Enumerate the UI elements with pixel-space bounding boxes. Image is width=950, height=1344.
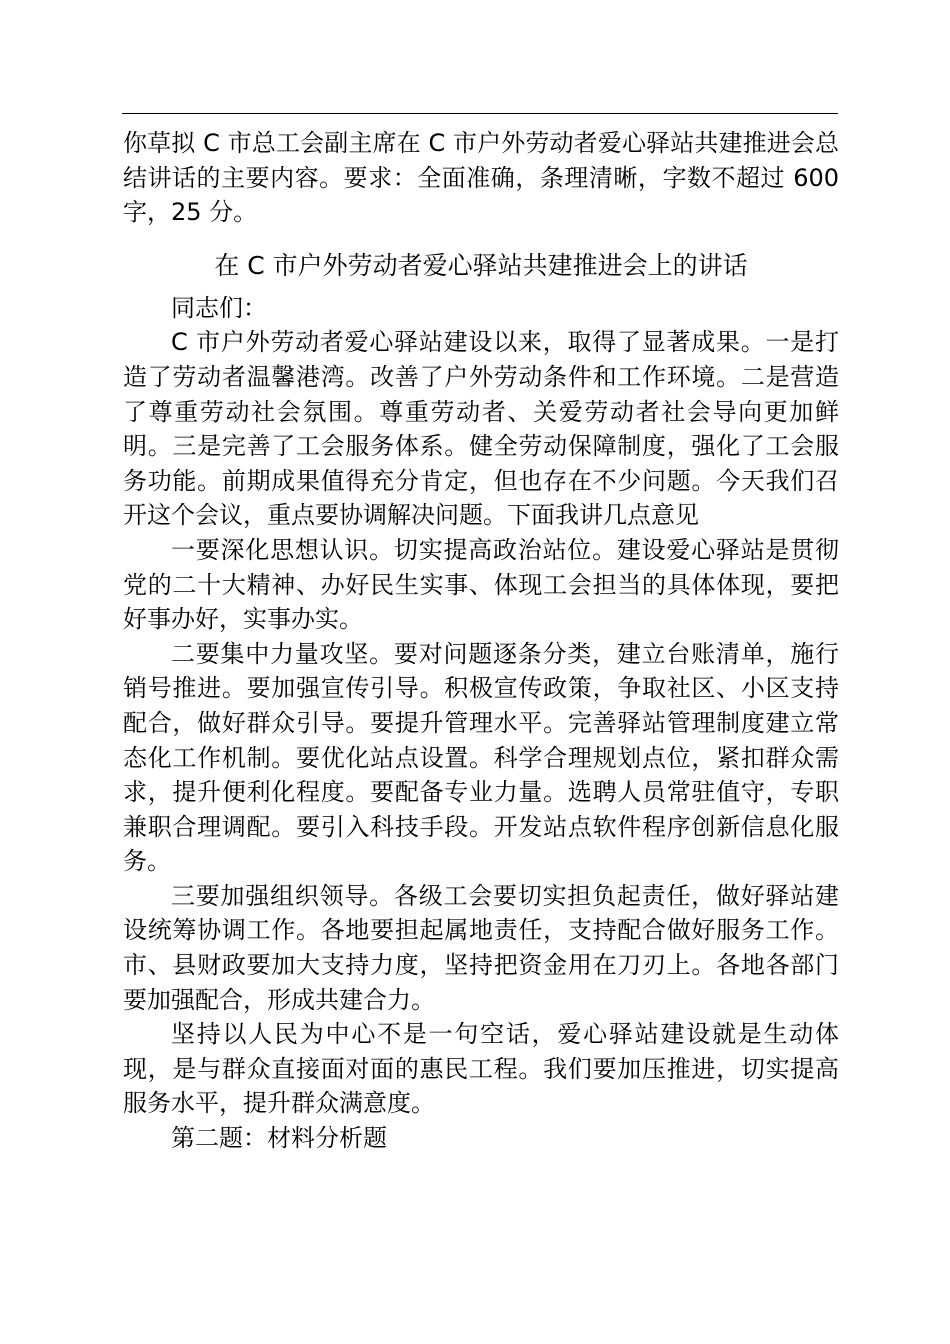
header-rule bbox=[122, 113, 838, 114]
speech-paragraph-intro: C 市户外劳动者爱心驿站建设以来，取得了显著成果。一是打造了劳动者温馨港湾。改善了户外劳动条件和工作环境。二是营造了尊重劳动社会氛围。尊重劳动者、关爱劳动者社会导向更加鲜明。三是完善了工会服务体系。健全劳动保障制度，强化了工会服务功能。前期成果值得充分肯定，但也存在不少问题。今天我们召开这个会议，重点要协调解决问题。下面我讲几点意见 bbox=[123, 328, 839, 530]
speech-paragraph-first-point: 一要深化思想认识。切实提高政治站位。建设爱心驿站是贯彻党的二十大精神、办好民生实事、体现工会担当的具体体现，要把好事办好，实事办实。 bbox=[123, 535, 839, 634]
document-body bbox=[123, 126, 839, 1156]
next-section-heading: 第二题：材料分析题 bbox=[171, 1124, 387, 1153]
speech-title: 在 C 市户外劳动者爱心驿站共建推进会上的讲话 bbox=[214, 250, 748, 280]
question-prompt: 你草拟 C 市总工会副主席在 C 市户外劳动者爱心驿站共建推进会总结讲话的主要内容。要求：全面准确，条理清晰，字数不超过 600 字，25 分。 bbox=[123, 129, 839, 227]
speech-paragraph-third-point: 三要加强组织领导。各级工会要切实担负起责任，做好驿站建设统筹协调工作。各地要担起属地责任，支持配合做好服务工作。市、县财政要加大支持力度，坚持把资金用在刀刃上。各地各部门要加强配合，形成共建合力。 bbox=[123, 881, 839, 1014]
speech-paragraph-conclusion: 坚持以人民为中心不是一句空话，爱心驿站建设就是生动体现，是与群众直接面对面的惠民工程。我们要加压推进，切实提高服务水平，提升群众满意度。 bbox=[123, 1020, 839, 1118]
speech-salutation: 同志们： bbox=[171, 293, 267, 322]
speech-paragraph-second-point: 二要集中力量攻坚。要对问题逐条分类，建立台账清单，施行销号推进。要加强宣传引导。积极宣传政策，争取社区、小区支持配合，做好群众引导。要提升管理水平。完善驿站管理制度建立常态化工作机制。要优化站点设置。科学合理规划点位，紧扣群众需求，提升便利化程度。要配备专业力量。选聘人员常驻值守，专职兼职合理调配。要引入科技手段。开发站点软件程序创新信息化服务。 bbox=[123, 639, 839, 876]
